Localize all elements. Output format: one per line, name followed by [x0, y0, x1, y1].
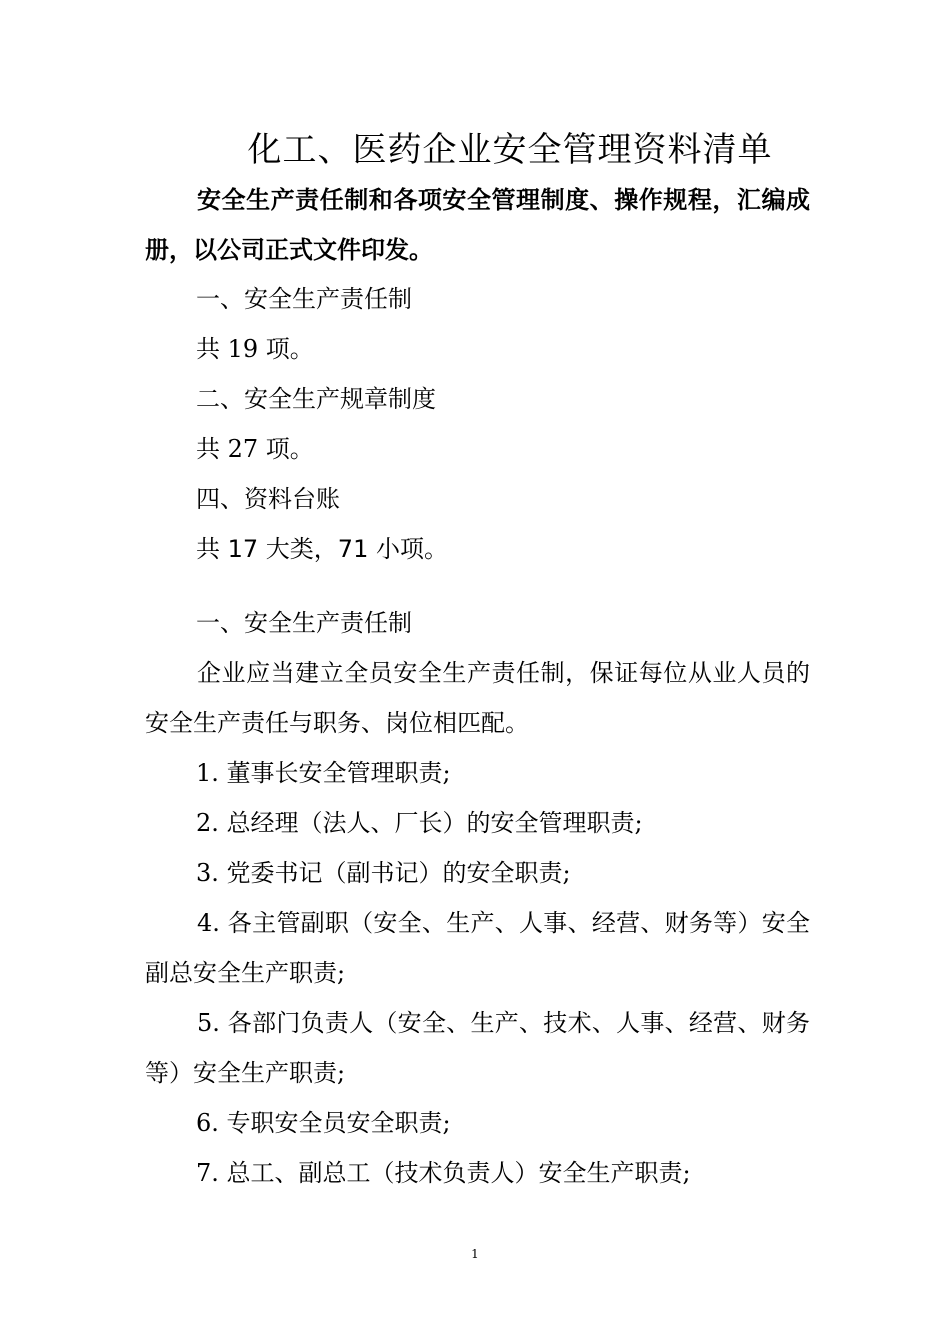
intro-paragraph: 安全生产责任制和各项安全管理制度、操作规程，汇编成册，以公司正式文件印发。 — [145, 186, 810, 264]
summary-count-responsibility: 共 19 项。 — [196, 335, 314, 363]
summary-heading-responsibility: 一、安全生产责任制 — [196, 285, 412, 313]
list-item: 4. 各主管副职（安全、生产、人事、经营、财务等）安全副总安全生产职责; — [145, 909, 810, 987]
summary-count-records: 共 17 大类，71 小项。 — [196, 535, 448, 563]
document-title: 化工、医药企业安全管理资料清单 — [247, 130, 773, 170]
list-item: 7. 总工、副总工（技术负责人）安全生产职责; — [196, 1159, 691, 1187]
list-item: 1. 董事长安全管理职责; — [196, 759, 451, 787]
section-intro-paragraph: 企业应当建立全员安全生产责任制，保证每位从业人员的安全生产责任与职务、岗位相匹配。 — [145, 659, 810, 737]
summary-count-regulations: 共 27 项。 — [196, 435, 314, 463]
list-item: 3. 党委书记（副书记）的安全职责; — [196, 859, 571, 887]
summary-heading-regulations: 二、安全生产规章制度 — [196, 385, 436, 413]
list-item: 6. 专职安全员安全职责; — [196, 1109, 451, 1137]
list-item: 5. 各部门负责人（安全、生产、技术、人事、经营、财务等）安全生产职责; — [145, 1009, 810, 1087]
summary-heading-records: 四、资料台账 — [196, 485, 340, 513]
list-item: 2. 总经理（法人、厂长）的安全管理职责; — [196, 809, 643, 837]
section-heading: 一、安全生产责任制 — [196, 609, 412, 637]
page-number: 1 — [471, 1247, 479, 1261]
